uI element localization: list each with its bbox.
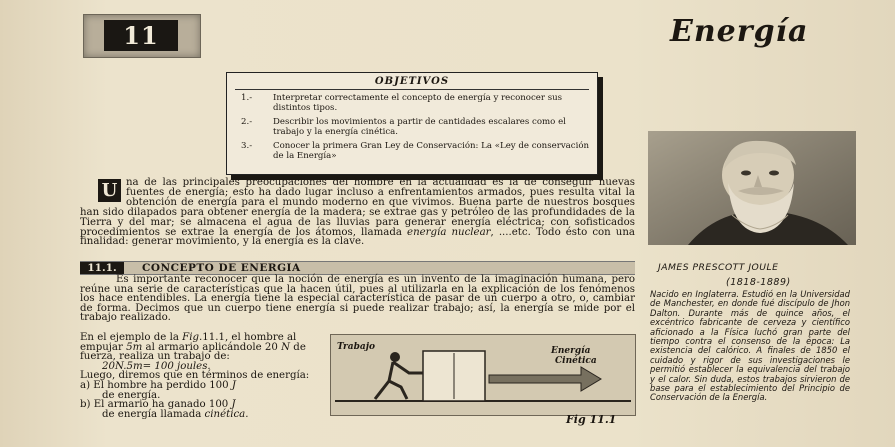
- objective-text: Describir los movimientos a partir de cantidades escalares como el trabajo y la energía cinética.: [273, 117, 566, 137]
- work-energy-diagram: [331, 335, 635, 415]
- label-trabajo: Trabajo: [337, 342, 375, 352]
- objective-item: [227, 118, 597, 137]
- intro-paragraph: [80, 178, 635, 247]
- intro-text-b: , ....etc. Todo ésto con una finalidad: generar movimiento, y la energía es la clave.: [80, 226, 635, 248]
- chapter-badge: [83, 14, 201, 58]
- objective-text: Conocer la primera Gran Ley de Conservación: La «Ley de conservación de la Energía»: [273, 141, 590, 161]
- point-a: a) El hombre ha perdido 100 J de energía.: [80, 379, 236, 401]
- section-paragraph: [80, 275, 635, 323]
- portrait-bio: Nacido en Inglaterra. Estudió en la Universidad de Manchester, en donde fué discípulo de Jhon Dalton. Durante más de quince años, el excéntrico fabricante de cerveza y científico aficionado a la Física luchó gran parte del tiempo contra el consenso de la época: La existencia del calórico. A finales de 1850 el cuidado y rigor de sus investigaciones le permitió establecer la equivalencia del trabajo y el calor. Sin duda, estos trabajos sirvieron de base para el establecimiento del Principio de Conservación de la Energía.: [650, 289, 850, 403]
- joule-portrait: [648, 131, 856, 245]
- point-b: b) El armario ha ganado 100 J de energía llamada cinética.: [80, 399, 249, 420]
- objective-item: [227, 142, 597, 161]
- section-heading-bar: [80, 261, 635, 275]
- objective-item: [227, 94, 597, 113]
- figure-11-1: [330, 334, 636, 416]
- concept-text: Es importante reconocer que la noción de energía es un invento de la imaginación humana, pero reúne una serie de características que la hacen útil, pues al utilizarla en la explicación de los fenómenos los hace entendibles. La energía tiene la especial característica de pasar de un cuerpo a otro, o, cambiar de forma. Decimos que un cuerpo tiene energía si puede realizar trabajo; así, la energía se mide por el trabajo realizado.: [80, 274, 635, 324]
- example-conclusion: Luego, diremos que en términos de energía:: [80, 370, 310, 382]
- portrait-illustration: [648, 131, 856, 245]
- figure-caption: Fig 11.1: [566, 413, 617, 426]
- chapter-title: Energía: [670, 14, 809, 49]
- intro-text-a: na de las principales preocupaciones del hombre en la actualidad es la de conseguir nuevas fuentes de energía; esto ha dado lugar incluso a enfrentamientos armados, pues resulta vital la obtención de energía para el mundo moderno en que vivimos. Buena parte de nuestros bosques han sido dilapados para obtener energía de la madera; se extrae gas y petróleo de las profundidades de la Tierra y del mar; se almacena el agua de las lluvias para generar energía eléctrica; con sofisticados procedimientos se extrae la energía de los átomos, llamada: [80, 177, 635, 238]
- section-number: 11.1.: [80, 262, 124, 274]
- objective-number: 2.-: [241, 117, 253, 127]
- intro-emphasis: energía nuclear: [407, 226, 491, 238]
- example-column: [80, 333, 320, 419]
- objective-text: Interpretar correctamente el concepto de energía y reconocer sus distintos tipos.: [273, 93, 563, 113]
- example-text: En el ejemplo de la Fig.11.1, el hombre al empujar 5m al armario aplicándole 20 N de fuerza, realiza un trabajo de:: [80, 332, 306, 363]
- label-energia-cinetica: Energía Cinética: [551, 346, 597, 366]
- chapter-number: 11: [104, 20, 178, 51]
- objective-number: 3.-: [241, 141, 253, 151]
- portrait-name: JAMES PRESCOTT JOULE: [658, 262, 779, 273]
- objectives-heading: OBJETIVOS: [374, 76, 450, 87]
- drop-cap: U: [98, 179, 121, 202]
- portrait-dates: (1818-1889): [726, 277, 791, 288]
- section-title: CONCEPTO DE ENERGIA: [142, 262, 301, 274]
- objectives-box: [226, 72, 598, 175]
- work-equation: 20N.5m= 100 joules.: [102, 360, 211, 372]
- objectives-divider: [235, 89, 589, 90]
- objective-number: 1.-: [241, 93, 253, 103]
